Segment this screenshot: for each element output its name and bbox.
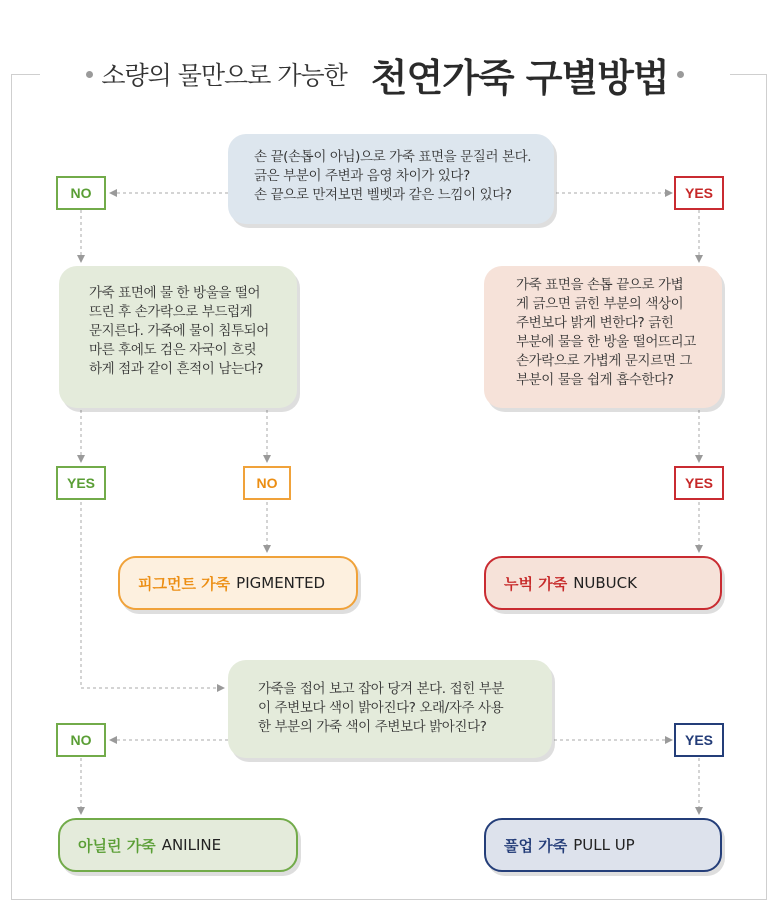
question-box-2 <box>59 266 297 408</box>
question-3-line: 게 긁으면 긁힌 부분의 색상이 <box>516 296 684 312</box>
yes-tag-right: YES <box>674 466 724 500</box>
no-tag-top: NO <box>56 176 106 210</box>
question-3-line: 부분이 물을 쉽게 흡수한다? <box>516 372 674 388</box>
result-nubuck-kr: 누벅 가죽 <box>504 574 568 593</box>
title-subtitle: 소량의 물만으로 가능한 <box>101 61 347 90</box>
question-3-line: 가죽 표면을 손톱 끝으로 가볍 <box>516 277 684 293</box>
result-pullup <box>484 818 722 872</box>
result-nubuck-en: NUBUCK <box>573 574 637 592</box>
question-3-line: 주변보다 밝게 변한다? 긁힌 <box>516 315 674 331</box>
question-2-line: 가죽 표면에 물 한 방울을 떨어 <box>89 285 261 301</box>
question-4-line: 한 부분의 가죽 색이 주변보다 밝아진다? <box>258 719 487 735</box>
result-pigmented-en: PIGMENTED <box>236 574 326 592</box>
question-2-line: 하게 점과 같이 흔적이 남는다? <box>89 361 264 377</box>
page-title: 천연가죽 구별방법 <box>370 55 669 100</box>
question-4-line: 가죽을 접어 보고 잡아 당겨 본다. 접힌 부분 <box>258 681 505 697</box>
question-2-line: 문지른다. 가죽에 물이 침투되어 <box>89 323 269 339</box>
question-box-4 <box>228 660 552 758</box>
result-aniline <box>58 818 298 872</box>
result-pigmented <box>118 556 358 610</box>
result-aniline-en: ANILINE <box>161 836 222 854</box>
yes-tag-bottom: YES <box>674 723 724 757</box>
question-1-line: 손 끝으로 만져보면 벨벳과 같은 느낌이 있다? <box>254 187 512 203</box>
question-4-line: 이 주변보다 색이 밝아진다? 오래/자주 사용 <box>258 700 504 716</box>
result-pullup-en: PULL UP <box>573 836 635 854</box>
question-1-line: 손 끝(손톱이 아님)으로 가죽 표면을 문질러 본다. <box>254 149 532 165</box>
question-2-line: 마른 후에도 검은 자국이 흐릿 <box>89 342 257 358</box>
result-aniline-kr: 아닐린 가죽 <box>78 836 156 855</box>
yes-tag-top: YES <box>674 176 724 210</box>
yes-tag-left: YES <box>56 466 106 500</box>
question-2-line: 뜨린 후 손가락으로 부드럽게 <box>89 304 253 320</box>
question-3-line: 손가락으로 가볍게 문지르면 그 <box>516 353 693 369</box>
question-3-line: 부분에 물을 한 방울 떨어뜨리고 <box>516 334 696 350</box>
result-pigmented-kr: 피그먼트 가죽 <box>138 574 231 593</box>
result-nubuck <box>484 556 722 610</box>
question-box-3 <box>484 266 722 408</box>
question-box-1 <box>228 134 554 224</box>
result-pullup-kr: 풀업 가죽 <box>504 836 568 855</box>
no-tag-bottom: NO <box>56 723 106 757</box>
question-1-line: 긁은 부분이 주변과 음영 차이가 있다? <box>254 168 470 184</box>
no-tag-mid: NO <box>243 466 291 500</box>
